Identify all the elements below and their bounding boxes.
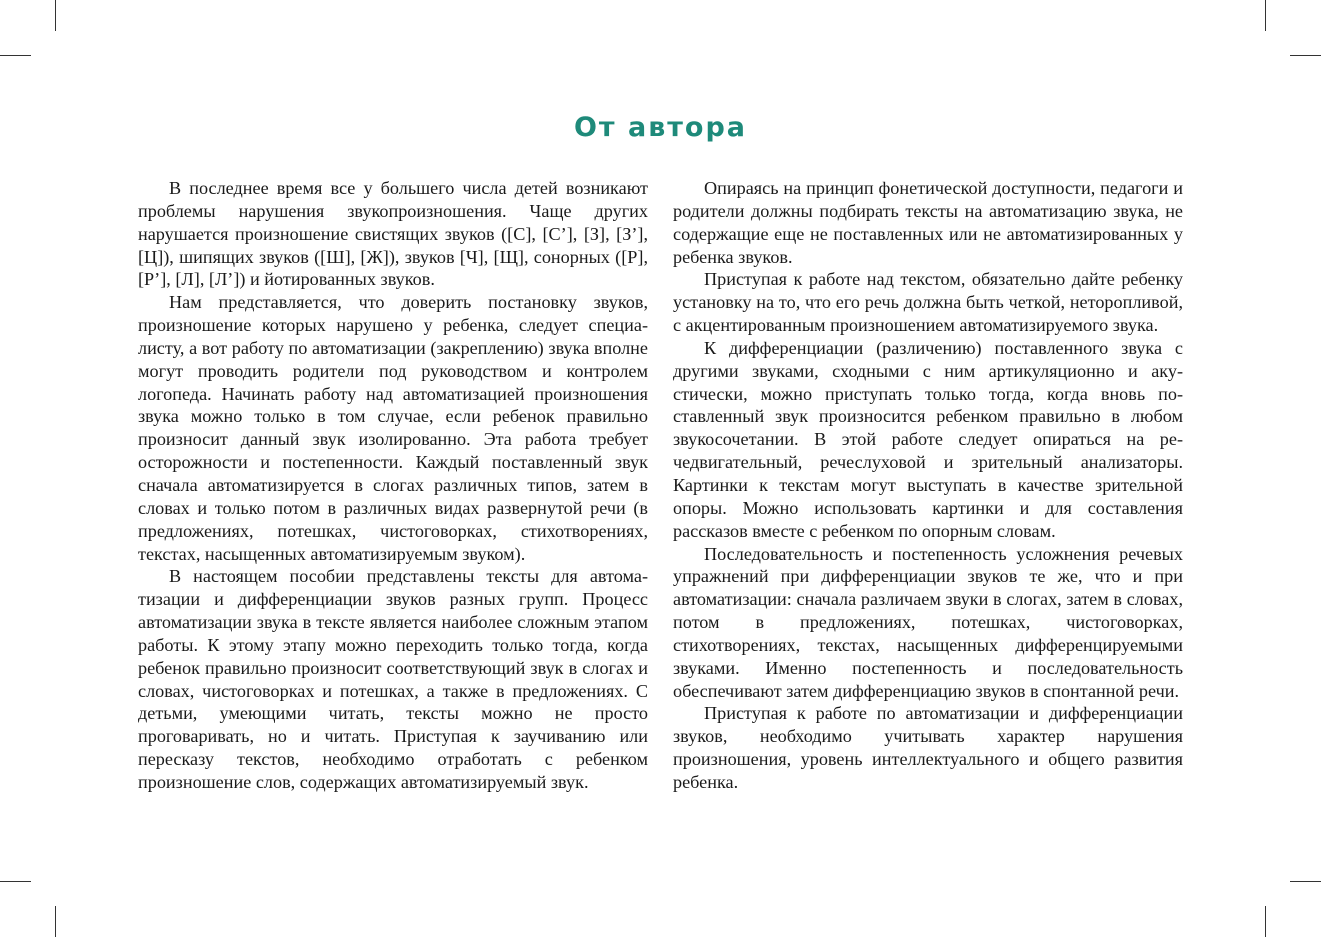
paragraph: В последнее время все у большего числа детей возникают проблемы нарушения звукопроизношения. Чаще других нарушается произношение свистящих звуков ([С], [С’], [З], [З’], [Ц]), шипящих звуков ([Ш], [Ж]), звуков [Ч], [Щ], сонорных ([Р], [Р’], [Л], [Л’]) и йотированных звуков. [138,178,648,290]
crop-mark-top-right [1265,0,1266,31]
crop-mark-bottom-right [1265,906,1266,937]
crop-mark-bottom-right-h [1290,881,1321,882]
crop-mark-bottom-left [55,906,56,937]
crop-mark-top-left-h [0,55,31,56]
crop-mark-top-right-h [1290,55,1321,56]
paragraph: К дифференциации (различению) поставленного звука с другими звуками, сходными с ним артикуляционно и акустически, можно приступать только тогда, когда вновь поставленный звук произносится ребенком правильно в любом звукосочетании. В этой работе следует опираться на речедвигательный, речеслуховой и зрительный анализаторы. Картинки к текстам могут выступать в качестве зрительной опоры. Можно использовать картинки и для составления рассказов вместе с ребенком по опорным словам. [673,337,1183,541]
paragraph: Приступая к работе по автоматизации и дифференциации звуков, необходимо учитывать характер нарушения произношения, уровень интеллектуального и общего развития ребенка. [673,703,1183,792]
paragraph: Опираясь на принцип фонетической доступности, педагоги и родители должны подбирать тексты на автоматизацию звука, не содержащие еще не поставленных или не автоматизированных у ребенка звуков. [673,178,1183,267]
page-title: От автора [573,112,748,143]
crop-mark-bottom-left-h [0,881,31,882]
paragraph: Последовательность и постепенность усложнения речевых упражнений при дифференциации звуков те же, что и при автоматизации: сначала различаем звуки в слогах, затем в словах, потом в предложениях, потешках, чистоговорках, стихотворениях, текстах, насыщенных дифференцируемыми звуками. Именно постепенность и последовательность обеспечивают затем дифференциацию звуков в спонтанной речи. [673,543,1183,701]
paragraph: В настоящем пособии представлены тексты для автоматизации и дифференциации звуков разных групп. Процесс автоматизации звука в тексте является наиболее сложным этапом работы. К этому этапу можно переходить только тогда, когда ребенок правильно произносит соответствующий звук в слогах и словах, чистоговорках и потешках, а также в предложениях. С детьми, умеющими читать, тексты можно не просто проговаривать, но и читать. Приступая к заучиванию или пересказу текстов, необходимо отработать с ребенком произношение слов, содержащих автоматизируемый звук. [138,566,648,792]
crop-mark-top-left [55,0,56,31]
paragraph: Приступая к работе над текстом, обязательно дайте ребенку установку на то, что его речь должна быть четкой, неторопливой, с акцентированным произношением автоматизируемого звука. [673,269,1183,336]
paragraph: Нам представляется, что доверить постановку звуков, произношение которых нарушено у ребенка, следует специалисту, а вот работу по автоматизации (закреплению) звука вполне могут проводить родители под руководством и контролем логопеда. Начинать работу над автоматизацией произношения звука можно только в том случае, если ребенок правильно произносит данный звук изолированно. Эта работа требует осторожности и постепенности. Каждый поставленный звук сначала автоматизируется в слогах различных типов, затем в словах и только потом в различных видах развернутой речи (в предложениях, потешках, чистоговорках, стихотворениях, текстах, насыщенных автоматизируемым звуком). [138,292,648,564]
right-column [673,177,1183,794]
left-column [138,177,648,794]
